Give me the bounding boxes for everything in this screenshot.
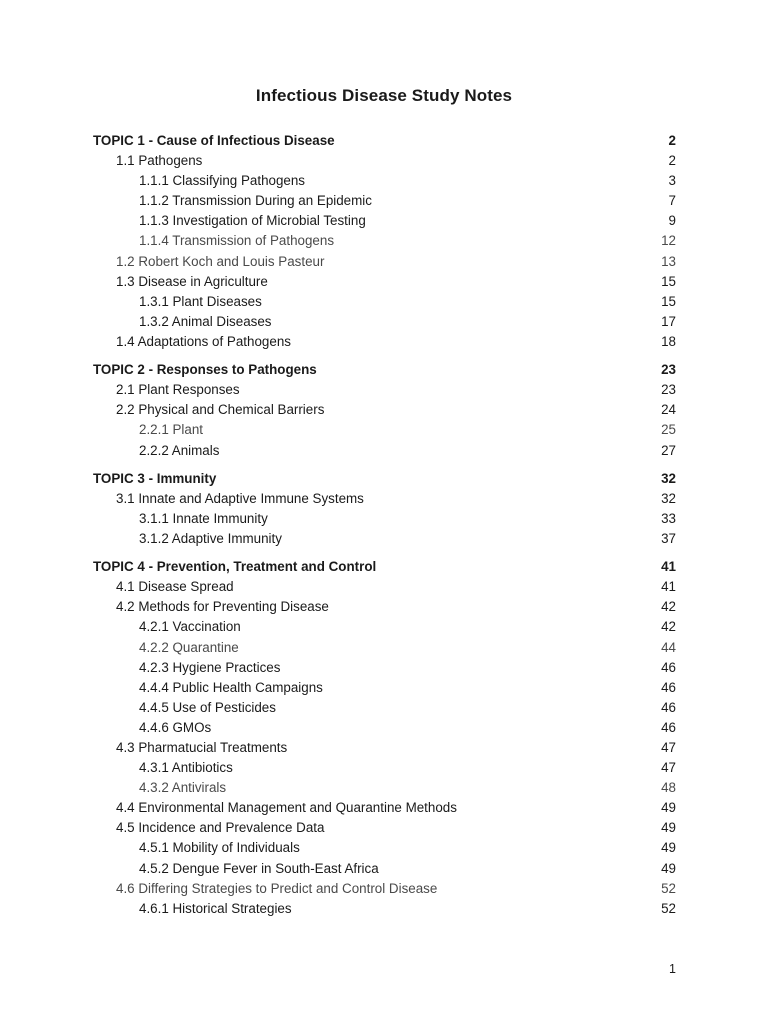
toc-entry-page: 46 [661,719,676,735]
toc-entry-title: 1.1.2 Transmission During an Epidemic [139,193,372,209]
toc-section-row[interactable] [93,738,676,758]
toc-entry-title: 1.3 Disease in Agriculture [116,273,268,289]
toc-entry-page: 47 [661,760,676,776]
toc-entry-title: 4.5 Incidence and Prevalence Data [116,820,325,836]
toc-entry-title: 4.2.3 Hygiene Practices [139,659,281,675]
toc-entry-page: 49 [661,860,676,876]
toc-section-row[interactable] [93,272,676,292]
toc-entry-title: 4.1 Disease Spread [116,579,234,595]
toc-entry-page: 15 [661,293,676,309]
toc-entry-page: 2 [668,153,676,169]
toc-subsection-row[interactable] [93,658,676,678]
toc-entry-page: 44 [661,639,676,655]
toc-entry-page: 27 [661,442,676,458]
toc-entry-title: 4.5.2 Dengue Fever in South-East Africa [139,860,379,876]
toc-topic-row[interactable] [93,352,676,380]
toc-entry-title: 4.2 Methods for Preventing Disease [116,599,329,615]
toc-subsection-row[interactable] [93,899,676,919]
toc-subsection-row[interactable] [93,529,676,549]
toc-section-row[interactable] [93,577,676,597]
toc-entry-title: 1.2 Robert Koch and Louis Pasteur [116,253,325,269]
page-number: 1 [669,962,676,976]
toc-section-row[interactable] [93,380,676,400]
toc-entry-title: 1.1.1 Classifying Pathogens [139,173,305,189]
toc-section-row[interactable] [93,151,676,171]
toc-entry-title: 4.3 Pharmatucial Treatments [116,740,288,755]
toc-subsection-row[interactable] [93,838,676,858]
toc-entry-page: 23 [661,382,676,398]
toc-entry-page: 49 [661,840,676,856]
toc-entry-title: 4.4 Environmental Management and Quarantine Methods [116,800,457,816]
toc-subsection-row[interactable] [93,758,676,778]
toc-subsection-row[interactable] [93,509,676,529]
toc-entry-page: 32 [661,490,676,506]
toc-entry-page: 15 [661,273,676,289]
toc-entry-title: 1.1.3 Investigation of Microbial Testing [139,213,366,229]
toc-subsection-row[interactable] [93,678,676,698]
toc-entry-page: 9 [668,213,676,229]
toc-entry-page: 25 [661,422,676,438]
toc-subsection-row[interactable] [93,171,676,191]
toc-entry-title: TOPIC 3 - Immunity [93,470,217,486]
toc-subsection-row[interactable] [93,211,676,231]
toc-entry-page: 3 [668,173,676,189]
page-title: Infectious Disease Study Notes [255,86,513,105]
toc-entry-title: 2.1 Plant Responses [116,382,240,398]
toc-subsection-row[interactable] [93,718,676,738]
toc-entry-page: 47 [661,740,676,755]
toc-entry-title: 1.4 Adaptations of Pathogens [116,333,291,349]
toc-section-row[interactable] [93,252,676,272]
toc-entry-page: 48 [661,780,676,796]
toc-entry-page: 33 [661,510,676,526]
toc-entry-title: 4.3.2 Antivirals [139,780,227,796]
toc-entry-title: 4.4.4 Public Health Campaigns [139,679,323,695]
toc-entry-page: 46 [661,679,676,695]
toc-entry-page: 24 [661,402,676,418]
toc-entry-page: 17 [661,313,676,329]
toc-topic-row[interactable] [93,461,676,489]
toc-entry-page: 41 [661,559,676,575]
toc-entry-title: TOPIC 4 - Prevention, Treatment and Control [93,559,377,575]
toc-subsection-row[interactable] [93,191,676,211]
toc-entry-title: 4.2.1 Vaccination [139,619,241,635]
toc-entry-page: 46 [661,699,676,715]
toc-entry-title: 2.2.2 Animals [139,442,220,458]
toc-entry-title: 1.1.4 Transmission of Pathogens [139,233,335,249]
toc-entry-title: 1.3.2 Animal Diseases [139,313,272,329]
toc-subsection-row[interactable] [93,617,676,637]
toc-topic-row[interactable] [93,549,676,577]
toc-entry-page: 52 [661,900,676,916]
toc-entry-page: 42 [661,599,676,615]
toc-entry-page: 7 [668,193,676,209]
toc-subsection-row[interactable] [93,231,676,251]
toc-subsection-row[interactable] [93,859,676,879]
toc-section-row[interactable] [93,489,676,509]
toc-entry-title: 3.1.1 Innate Immunity [139,510,268,526]
toc-entry-title: 3.1.2 Adaptive Immunity [139,530,282,546]
toc-entry-title: 1.3.1 Plant Diseases [139,293,262,309]
toc-section-row[interactable] [93,332,676,352]
toc-section-row[interactable] [93,400,676,420]
toc-entry-page: 2 [668,133,676,148]
toc-entry-title: TOPIC 2 - Responses to Pathogens [93,362,317,378]
toc-entry-title: 2.2.1 Plant [139,422,204,438]
toc-entry-title: 4.6 Differing Strategies to Predict and Control Disease [116,880,438,896]
toc-entry-page: 23 [661,362,676,378]
toc-entry-page: 32 [661,470,676,486]
toc-subsection-row[interactable] [93,441,676,461]
toc-entry-page: 37 [661,530,676,546]
toc-entry-title: 4.5.1 Mobility of Individuals [139,840,300,856]
toc-entry-title: TOPIC 1 - Cause of Infectious Disease [93,133,335,148]
toc-section-row[interactable] [93,879,676,899]
toc-section-row[interactable] [93,798,676,818]
toc-entry-page: 49 [661,800,676,816]
toc-entry-title: 4.6.1 Historical Strategies [139,900,292,916]
table-of-contents [93,131,676,919]
toc-section-row[interactable] [93,818,676,838]
toc-section-row[interactable] [93,597,676,617]
toc-entry-title: 3.1 Innate and Adaptive Immune Systems [116,490,364,506]
toc-entry-title: 1.1 Pathogens [116,153,203,169]
toc-entry-page: 52 [661,880,676,896]
toc-subsection-row[interactable] [93,778,676,798]
toc-entry-title: 4.4.6 GMOs [139,719,212,735]
toc-entry-page: 46 [661,659,676,675]
toc-subsection-row[interactable] [93,312,676,332]
toc-entry-title: 4.3.1 Antibiotics [139,760,233,776]
toc-subsection-row[interactable] [93,292,676,312]
toc-subsection-row[interactable] [93,698,676,718]
toc-topic-row[interactable] [93,131,676,151]
toc-entry-page: 13 [661,253,676,269]
toc-entry-title: 2.2 Physical and Chemical Barriers [116,402,325,418]
toc-entry-page: 42 [661,619,676,635]
toc-entry-page: 12 [661,233,676,249]
toc-entry-title: 4.4.5 Use of Pesticides [139,699,276,715]
toc-subsection-row[interactable] [93,638,676,658]
toc-entry-page: 41 [661,579,676,595]
toc-entry-page: 18 [661,333,676,349]
toc-subsection-row[interactable] [93,420,676,440]
toc-entry-page: 49 [661,820,676,836]
toc-entry-title: 4.2.2 Quarantine [139,639,239,655]
